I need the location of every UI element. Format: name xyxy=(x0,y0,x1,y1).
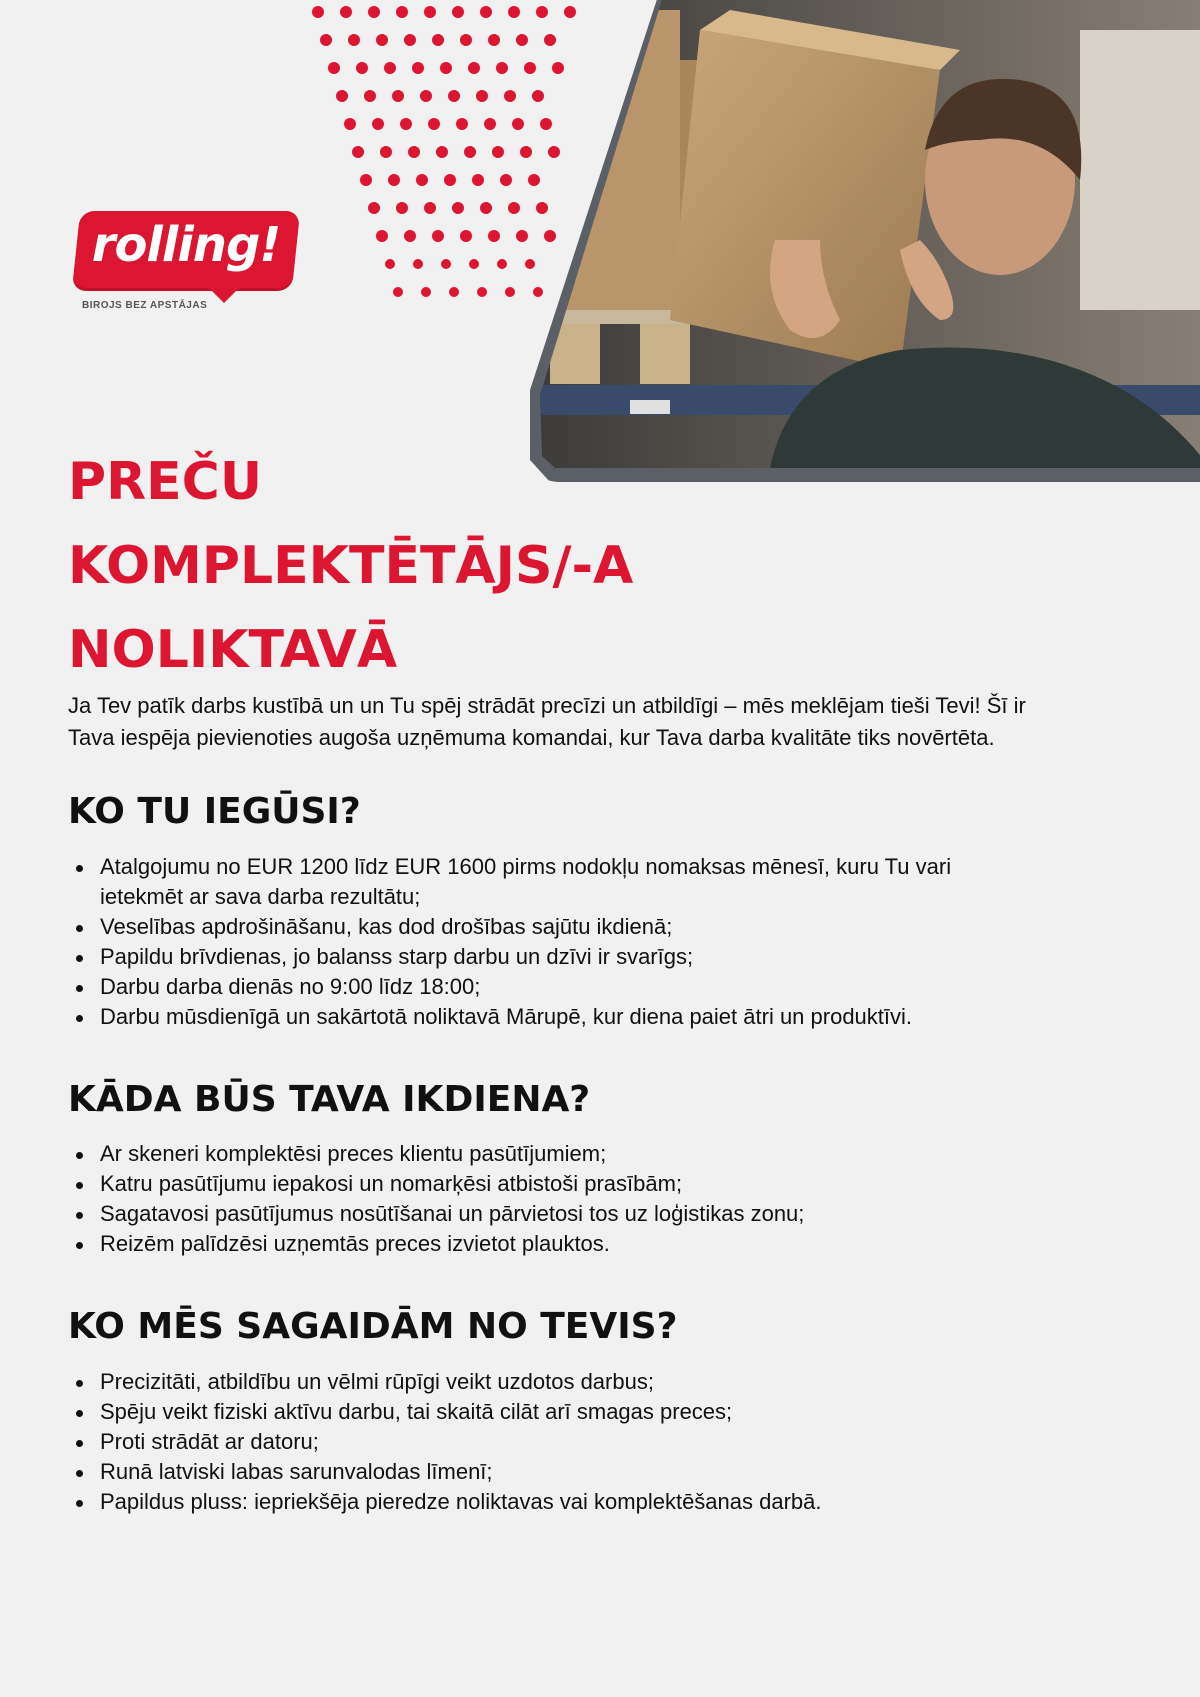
list-item: Sagatavosi pasūtījumus nosūtīšanai un pārvietosi tos uz loģistikas zonu; xyxy=(68,1199,1028,1229)
decorative-dot xyxy=(408,146,420,158)
list-item: Darbu mūsdienīgā un sakārtotā noliktavā Mārupē, kur diena paiet ātri un produktīvi. xyxy=(68,1002,1028,1032)
decorative-dot xyxy=(532,90,544,102)
list-item: Runā latviski labas sarunvalodas līmenī; xyxy=(68,1457,1028,1487)
decorative-dot xyxy=(544,230,556,242)
decorative-dot xyxy=(468,62,480,74)
decorative-dot xyxy=(504,90,516,102)
decorative-dot xyxy=(525,259,535,269)
decorative-dot xyxy=(432,34,444,46)
decorative-dot xyxy=(421,287,431,297)
decorative-dot xyxy=(396,6,408,18)
decorative-dot xyxy=(469,259,479,269)
decorative-dot xyxy=(444,174,456,186)
decorative-dot xyxy=(505,287,515,297)
decorative-dot xyxy=(412,62,424,74)
decorative-dot xyxy=(428,118,440,130)
decorative-dot xyxy=(368,202,380,214)
list-item: Reizēm palīdzēsi uzņemtās preces izvietot plauktos. xyxy=(68,1229,1028,1259)
decorative-dot xyxy=(548,146,560,158)
decorative-dot xyxy=(516,34,528,46)
decorative-dot xyxy=(420,90,432,102)
decorative-dot xyxy=(352,146,364,158)
decorative-dot xyxy=(497,259,507,269)
section-heading-daily-tasks: KĀDA BŪS TAVA IKDIENA? xyxy=(68,1079,591,1120)
decorative-dot xyxy=(544,34,556,46)
list-item: Precizitāti, atbildību un vēlmi rūpīgi veikt uzdotos darbus; xyxy=(68,1367,1028,1397)
decorative-dot xyxy=(424,6,436,18)
decorative-dot xyxy=(380,146,392,158)
intro-paragraph xyxy=(68,690,1148,754)
decorative-dot xyxy=(385,259,395,269)
decorative-dot xyxy=(512,118,524,130)
decorative-dot xyxy=(508,6,520,18)
decorative-dot xyxy=(484,118,496,130)
decorative-dot xyxy=(488,34,500,46)
decorative-dot xyxy=(452,6,464,18)
list-item: Papildu brīvdienas, jo balanss starp darbu un dzīvi ir svarīgs; xyxy=(68,942,1028,972)
list-item: Spēju veikt fiziski aktīvu darbu, tai skaitā cilāt arī smagas preces; xyxy=(68,1397,1028,1427)
requirements-list xyxy=(68,1367,1028,1517)
list-item: Atalgojumu no EUR 1200 līdz EUR 1600 pirms nodokļu nomaksas mēnesī, kuru Tu vari ietekmēt ar sava darba rezultātu; xyxy=(68,852,1020,912)
decorative-dot xyxy=(524,62,536,74)
decorative-dot xyxy=(432,230,444,242)
decorative-dot xyxy=(384,62,396,74)
decorative-dot xyxy=(496,62,508,74)
decorative-dot xyxy=(564,6,576,18)
list-item: Papildus pluss: iepriekšēja pieredze noliktavas vai komplektēšanas darbā. xyxy=(68,1487,1028,1517)
decorative-dot xyxy=(449,287,459,297)
decorative-dot xyxy=(372,118,384,130)
rolling-logo xyxy=(76,211,296,317)
decorative-dot xyxy=(477,287,487,297)
job-title-line-3: NOLIKTAVĀ xyxy=(68,620,398,680)
decorative-dot xyxy=(348,34,360,46)
decorative-dot xyxy=(328,62,340,74)
list-item: Veselības apdrošināšanu, kas dod drošības sajūtu ikdienā; xyxy=(68,912,1028,942)
list-item: Proti strādāt ar datoru; xyxy=(68,1427,1028,1457)
decorative-dot xyxy=(376,34,388,46)
decorative-dot xyxy=(460,34,472,46)
section-heading-benefits: KO TU IEGŪSI? xyxy=(68,791,361,832)
decorative-dot xyxy=(336,90,348,102)
decorative-dot xyxy=(480,202,492,214)
decorative-dot xyxy=(536,202,548,214)
decorative-dot xyxy=(340,6,352,18)
decorative-dot xyxy=(472,174,484,186)
intro-line-2: Tava iespēja pievienoties augoša uzņēmuma komandai, kur Tava darba kvalitāte tiks novērtēta. xyxy=(68,725,995,750)
section-heading-requirements: KO MĒS SAGAIDĀM NO TEVIS? xyxy=(68,1306,678,1347)
logo-tagline: BIROJS BEZ APSTĀJAS xyxy=(82,300,208,311)
decorative-dot xyxy=(533,287,543,297)
list-item: Ar skeneri komplektēsi preces klientu pasūtījumiem; xyxy=(68,1139,1028,1169)
decorative-dot xyxy=(364,90,376,102)
decorative-dot xyxy=(400,118,412,130)
decorative-dot xyxy=(441,259,451,269)
decorative-dot xyxy=(520,146,532,158)
decorative-dot xyxy=(356,62,368,74)
decorative-dot xyxy=(500,174,512,186)
intro-line-1: Ja Tev patīk darbs kustībā un un Tu spēj strādāt precīzi un atbildīgi – mēs meklējam tieši Tevi! Šī ir xyxy=(68,693,1026,718)
decorative-dot xyxy=(440,62,452,74)
decorative-dot xyxy=(460,230,472,242)
decorative-dot xyxy=(492,146,504,158)
decorative-dot xyxy=(452,202,464,214)
decorative-dot xyxy=(536,6,548,18)
decorative-dot xyxy=(448,90,460,102)
decorative-dot xyxy=(416,174,428,186)
decorative-dot xyxy=(464,146,476,158)
daily-tasks-list xyxy=(68,1139,1028,1259)
job-title-line-1: PREČU xyxy=(68,452,263,512)
decorative-dot xyxy=(436,146,448,158)
decorative-dot xyxy=(488,230,500,242)
decorative-dot xyxy=(424,202,436,214)
decorative-dot xyxy=(508,202,520,214)
decorative-dot xyxy=(404,230,416,242)
decorative-dot xyxy=(528,174,540,186)
decorative-dot xyxy=(480,6,492,18)
decorative-dot xyxy=(404,34,416,46)
list-item: Darbu darba dienās no 9:00 līdz 18:00; xyxy=(68,972,1028,1002)
job-title-line-2: KOMPLEKTĒTĀJS/-A xyxy=(68,536,634,596)
decorative-dot xyxy=(540,118,552,130)
list-item: Katru pasūtījumu iepakosi un nomarķēsi atbistoši prasībām; xyxy=(68,1169,1028,1199)
decorative-dot xyxy=(456,118,468,130)
decorative-dot xyxy=(552,62,564,74)
decorative-dot xyxy=(376,230,388,242)
job-title xyxy=(68,440,968,692)
decorative-dot xyxy=(392,90,404,102)
decorative-dot xyxy=(368,6,380,18)
decorative-dot xyxy=(393,287,403,297)
decorative-dot xyxy=(516,230,528,242)
decorative-dot xyxy=(388,174,400,186)
decorative-dot xyxy=(312,6,324,18)
logo-wordmark: rolling! xyxy=(91,217,281,273)
decorative-dot xyxy=(396,202,408,214)
decorative-dot xyxy=(413,259,423,269)
decorative-dot xyxy=(360,174,372,186)
decorative-dot xyxy=(320,34,332,46)
decorative-dot xyxy=(344,118,356,130)
benefits-list xyxy=(68,852,1028,1032)
decorative-dot xyxy=(476,90,488,102)
